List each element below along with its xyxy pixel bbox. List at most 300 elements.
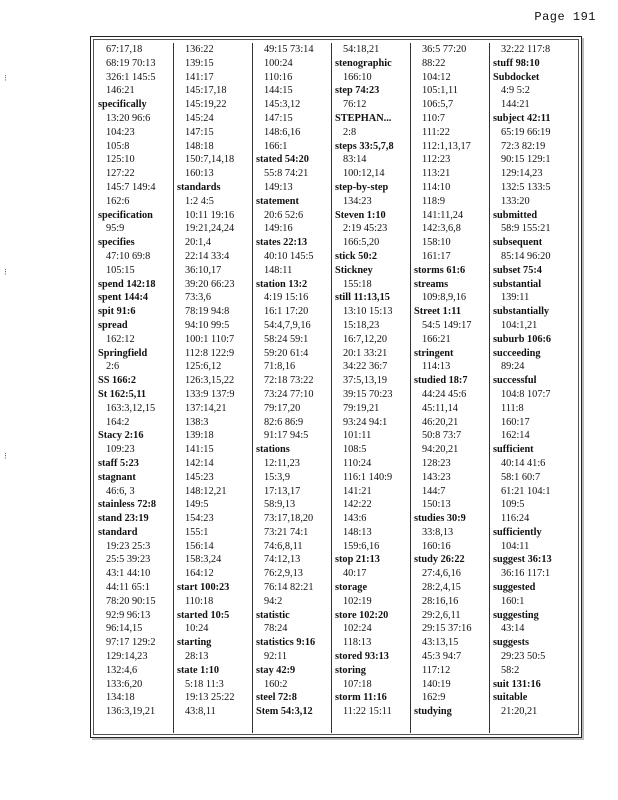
index-reference: 12:11,23 [264, 457, 300, 469]
index-reference: 85:14 96:20 [501, 250, 551, 262]
index-reference: 158:3,24 [185, 554, 222, 566]
index-reference: 145:19,22 [185, 99, 227, 111]
index-reference: 148:18 [185, 140, 214, 152]
index-reference: 49:15 73:14 [264, 44, 314, 55]
index-reference: 100:1 110:7 [185, 333, 235, 345]
index-reference: 142:14 [185, 457, 214, 469]
index-term: sufficient [493, 444, 534, 456]
index-frame [90, 36, 582, 738]
margin-mark: ⁝ [4, 74, 7, 84]
index-reference: 2:8 [343, 126, 357, 138]
index-reference: 37:5,13,19 [343, 375, 388, 387]
index-reference: 125:6,12 [185, 361, 222, 373]
index-reference: 141:17 [185, 71, 214, 83]
index-reference: 34:22 36:7 [343, 361, 388, 373]
index-reference: 79:19,21 [343, 402, 380, 414]
index-reference: 94:20,21 [422, 444, 459, 456]
index-reference: 96:14,15 [106, 623, 143, 635]
index-reference: 72:18 73:22 [264, 375, 314, 387]
index-term: storm 11:16 [335, 692, 387, 704]
index-reference: 132:5 133:5 [501, 181, 551, 193]
index-reference: 58:9,13 [264, 499, 296, 511]
index-reference: 1:2 4:5 [185, 195, 214, 207]
index-term: still 11:13,15 [335, 292, 390, 304]
index-reference: 134:18 [106, 692, 135, 704]
index-term: stringent [414, 347, 454, 359]
index-term: streams [414, 278, 449, 290]
index-term: suggested [493, 582, 536, 594]
index-reference: 61:21 104:1 [501, 485, 551, 497]
index-reference: 97:17 129:2 [106, 637, 156, 649]
index-reference: 112:23 [422, 154, 451, 166]
index-reference: 73:17,18,20 [264, 513, 314, 525]
index-term: spent 144:4 [98, 292, 149, 304]
index-reference: 43:13,15 [422, 637, 459, 649]
index-reference: 128:23 [422, 457, 451, 469]
index-reference: 58:24 59:1 [264, 333, 309, 345]
index-reference: 136:3,19,21 [106, 706, 156, 718]
index-term: standard [98, 526, 138, 538]
index-reference: 68:19 70:13 [106, 57, 156, 69]
index-reference: 149:5 [185, 499, 209, 511]
index-reference: 160:17 [501, 416, 530, 428]
index-reference: 10:24 [185, 623, 209, 635]
index-reference: 36:5 77:20 [422, 44, 467, 55]
index-reference: 19:13 25:22 [185, 692, 235, 704]
index-reference: 108:5 [343, 444, 367, 456]
index-term: St 162:5,11 [98, 388, 147, 400]
index-reference: 13:20 96:6 [106, 112, 151, 124]
index-reference: 144:21 [501, 99, 530, 111]
index-term: suggest 36:13 [493, 554, 552, 566]
index-reference: 2:19 45:23 [343, 223, 388, 235]
index-term: step 74:23 [335, 85, 380, 97]
index-reference: 90:15 129:1 [501, 154, 551, 166]
index-term: successful [493, 375, 537, 387]
index-reference: 73:3,6 [185, 292, 212, 304]
index-term: suitable [493, 692, 528, 704]
index-reference: 159:6,16 [343, 540, 380, 552]
index-reference: 133:6,20 [106, 678, 143, 690]
index-reference: 140:19 [422, 678, 451, 690]
index-reference: 17:13,17 [264, 485, 301, 497]
index-term: stations [256, 444, 290, 456]
index-column [95, 43, 174, 733]
index-reference: 19:23 25:3 [106, 540, 151, 552]
index-term: STEPHAN... [335, 112, 392, 124]
index-term: stop 21:13 [335, 554, 380, 566]
index-reference: 160:1 [501, 595, 525, 607]
index-reference: 32:22 117:8 [501, 44, 551, 55]
index-term: storage [335, 582, 368, 594]
index-reference: 58:2 [501, 664, 520, 676]
index-reference: 164:2 [106, 416, 130, 428]
index-reference: 2:6 [106, 361, 120, 373]
index-reference: 55:8 74:21 [264, 168, 309, 180]
index-term: spit 91:6 [98, 306, 136, 318]
index-reference: 148:13 [343, 526, 372, 538]
index-reference: 54:18,21 [343, 44, 380, 55]
index-reference: 166:1 [264, 140, 288, 152]
index-reference: 142:3,6,8 [422, 223, 461, 235]
index-reference: 160:16 [422, 540, 451, 552]
index-term: suit 131:16 [493, 678, 541, 690]
index-reference: 166:5,20 [343, 237, 380, 249]
margin-mark: ⁝ [4, 452, 7, 462]
index-reference: 20:6 52:6 [264, 209, 304, 221]
index-reference: 118:9 [422, 195, 446, 207]
index-term: stainless 72:8 [98, 499, 157, 511]
index-reference: 105:15 [106, 264, 135, 276]
index-reference: 149:16 [264, 223, 293, 235]
index-columns [95, 43, 577, 733]
index-term: suggests [493, 637, 530, 649]
index-reference: 83:14 [343, 154, 367, 166]
index-reference: 150:7,14,18 [185, 154, 235, 166]
index-reference: 93:24 94:1 [343, 416, 388, 428]
index-reference: 72:3 82:19 [501, 140, 546, 152]
index-reference: 125:10 [106, 154, 135, 166]
index-reference: 133:20 [501, 195, 530, 207]
index-term: state 1:10 [177, 664, 220, 676]
index-reference: 139:11 [501, 292, 530, 304]
index-reference: 114:13 [422, 361, 451, 373]
index-term: submitted [493, 209, 538, 221]
index-reference: 109:23 [106, 444, 135, 456]
index-reference: 91:17 94:5 [264, 430, 309, 442]
index-reference: 102:24 [343, 623, 372, 635]
index-reference: 163:3,12,15 [106, 402, 156, 414]
index-term: specifies [98, 237, 135, 249]
index-reference: 114:10 [422, 181, 451, 193]
index-term: studies 30:9 [414, 513, 466, 525]
index-reference: 19:21,24,24 [185, 223, 235, 235]
index-term: spend 142:18 [98, 278, 156, 290]
index-reference: 148:6,16 [264, 126, 301, 138]
index-term: statement [256, 195, 299, 207]
index-term: storms 61:6 [414, 264, 466, 276]
index-term: stored 93:13 [335, 651, 389, 663]
margin-mark: ⁝ [4, 268, 7, 278]
index-term: staff 5:23 [98, 457, 139, 469]
index-reference: 162:14 [501, 430, 530, 442]
index-reference: 73:21 74:1 [264, 526, 309, 538]
index-term: succeeding [493, 347, 541, 359]
index-term: suggesting [493, 609, 539, 621]
index-reference: 145:3,12 [264, 99, 301, 111]
index-reference: 29:15 37:16 [422, 623, 472, 635]
index-term: subset 75:4 [493, 264, 542, 276]
index-reference: 11:22 15:11 [343, 706, 392, 718]
index-reference: 137:14,21 [185, 402, 227, 414]
index-reference: 59:20 61:4 [264, 347, 309, 359]
index-reference: 143:6 [343, 513, 367, 525]
index-reference: 20:1 33:21 [343, 347, 388, 359]
index-reference: 161:17 [422, 250, 451, 262]
index-reference: 146:21 [106, 85, 135, 97]
index-reference: 65:19 66:19 [501, 126, 551, 138]
index-reference: 40:14 41:6 [501, 457, 546, 469]
index-reference: 21:20,21 [501, 706, 538, 718]
index-reference: 112:1,13,17 [422, 140, 471, 152]
index-reference: 160:13 [185, 168, 214, 180]
index-reference: 104:11 [501, 540, 530, 552]
index-term: statistics 9:16 [256, 637, 316, 649]
index-reference: 139:15 [185, 57, 214, 69]
index-reference: 95:9 [106, 223, 125, 235]
index-term: stenographic [335, 57, 392, 69]
index-reference: 109:8,9,16 [422, 292, 467, 304]
index-reference: 78:20 90:15 [106, 595, 156, 607]
index-reference: 138:3 [185, 416, 209, 428]
index-term: substantial [493, 278, 542, 290]
index-term: spread [98, 319, 128, 331]
index-term: Stacy 2:16 [98, 430, 144, 442]
index-reference: 113:21 [422, 168, 451, 180]
index-reference: 144:15 [264, 85, 293, 97]
index-term: studied 18:7 [414, 375, 468, 387]
index-reference: 147:15 [264, 112, 293, 124]
index-reference: 110:18 [185, 595, 214, 607]
page-number: Page 191 [534, 10, 596, 24]
index-reference: 92:9 96:13 [106, 609, 151, 621]
index-reference: 29:23 50:5 [501, 651, 546, 663]
index-reference: 82:6 86:9 [264, 416, 304, 428]
index-reference: 28:2,4,15 [422, 582, 461, 594]
index-reference: 141:11,24 [422, 209, 464, 221]
index-term: stated 54:20 [256, 154, 309, 166]
index-reference: 145:23 [185, 471, 214, 483]
index-term: Street 1:11 [414, 306, 461, 318]
index-term: station 13:2 [256, 278, 308, 290]
index-reference: 106:5,7 [422, 99, 454, 111]
index-reference: 29:2,6,11 [422, 609, 461, 621]
index-reference: 71:8,16 [264, 361, 296, 373]
index-reference: 110:7 [422, 112, 446, 124]
index-reference: 164:12 [185, 568, 214, 580]
index-reference: 104:12 [422, 71, 451, 83]
index-reference: 141:15 [185, 444, 214, 456]
index-reference: 58:1 60:7 [501, 471, 541, 483]
index-reference: 89:24 [501, 361, 525, 373]
index-reference: 15:3,9 [264, 471, 291, 483]
index-reference: 94:10 99:5 [185, 319, 230, 331]
index-term: Springfield [98, 347, 148, 359]
index-reference: 76:2,9,13 [264, 568, 303, 580]
index-term: store 102:20 [335, 609, 389, 621]
index-reference: 76:14 82:21 [264, 582, 314, 594]
index-reference: 100:24 [264, 57, 293, 69]
index-column [490, 43, 569, 733]
index-reference: 144:7 [422, 485, 446, 497]
index-reference: 54:4,7,9,16 [264, 319, 311, 331]
index-reference: 45:3 94:7 [422, 651, 462, 663]
index-reference: 145:24 [185, 112, 214, 124]
index-reference: 22:14 33:4 [185, 250, 230, 262]
index-term: start 100:23 [177, 582, 230, 594]
index-column [174, 43, 253, 733]
index-reference: 27:4,6,16 [422, 568, 461, 580]
index-reference: 33:8,13 [422, 526, 454, 538]
index-reference: 94:2 [264, 595, 283, 607]
index-reference: 166:21 [422, 333, 451, 345]
index-term: Steven 1:10 [335, 209, 386, 221]
index-reference: 79:17,20 [264, 402, 301, 414]
index-reference: 4:19 15:16 [264, 292, 309, 304]
index-term: subject 42:11 [493, 112, 551, 124]
index-reference: 28:16,16 [422, 595, 459, 607]
index-reference: 50:8 73:7 [422, 430, 462, 442]
index-reference: 45:11,14 [422, 402, 458, 414]
index-reference: 154:23 [185, 513, 214, 525]
index-reference: 36:16 117:1 [501, 568, 551, 580]
index-column [411, 43, 490, 733]
index-reference: 73:24 77:10 [264, 388, 314, 400]
index-reference: 39:20 66:23 [185, 278, 235, 290]
index-term: Subdocket [493, 71, 540, 83]
index-term: standards [177, 181, 221, 193]
index-column [332, 43, 411, 733]
index-reference: 132:4,6 [106, 664, 138, 676]
index-reference: 10:11 19:16 [185, 209, 235, 221]
index-term: Stickney [335, 264, 373, 276]
index-reference: 54:5 149:17 [422, 319, 472, 331]
index-reference: 104:8 107:7 [501, 388, 551, 400]
index-reference: 149:13 [264, 181, 293, 193]
index-term: SS 166:2 [98, 375, 137, 387]
index-column [253, 43, 332, 733]
index-reference: 110:16 [264, 71, 293, 83]
index-reference: 100:12,14 [343, 168, 385, 180]
index-reference: 43:1 44:10 [106, 568, 151, 580]
index-reference: 105:8 [106, 140, 130, 152]
index-reference: 150:13 [422, 499, 451, 511]
index-term: specifically [98, 99, 147, 111]
index-reference: 136:22 [185, 44, 214, 55]
index-reference: 13:10 15:13 [343, 306, 393, 318]
index-reference: 67:17,18 [106, 44, 143, 55]
index-term: storing [335, 664, 366, 676]
index-reference: 4:9 5:2 [501, 85, 530, 97]
index-reference: 20:1,4 [185, 237, 212, 249]
index-reference: 74:6,8,11 [264, 540, 303, 552]
index-term: study 26:22 [414, 554, 465, 566]
index-reference: 46:20,21 [422, 416, 459, 428]
index-reference: 156:14 [185, 540, 214, 552]
index-reference: 44:11 65:1 [106, 582, 150, 594]
index-reference: 148:11 [264, 264, 293, 276]
index-term: stay 42:9 [256, 664, 296, 676]
index-reference: 142:22 [343, 499, 372, 511]
index-reference: 127:22 [106, 168, 135, 180]
index-reference: 126:3,15,22 [185, 375, 235, 387]
index-reference: 155:18 [343, 278, 372, 290]
index-term: statistic [256, 609, 290, 621]
index-reference: 104:23 [106, 126, 135, 138]
index-reference: 133:9 137:9 [185, 388, 235, 400]
index-term: step-by-step [335, 181, 389, 193]
index-term: studying [414, 706, 452, 718]
index-term: states 22:13 [256, 237, 308, 249]
index-reference: 118:13 [343, 637, 372, 649]
index-reference: 88:22 [422, 57, 446, 69]
index-term: stick 50:2 [335, 250, 378, 262]
index-reference: 162:12 [106, 333, 135, 345]
index-term: specification [98, 209, 153, 221]
index-reference: 109:5 [501, 499, 525, 511]
index-reference: 145:17,18 [185, 85, 227, 97]
index-reference: 116:1 140:9 [343, 471, 393, 483]
index-reference: 15:18,23 [343, 319, 380, 331]
index-reference: 74:12,13 [264, 554, 301, 566]
index-reference: 36:10,17 [185, 264, 222, 276]
index-reference: 5:18 11:3 [185, 678, 224, 690]
index-reference: 129:14,23 [106, 651, 148, 663]
index-term: steps 33:5,7,8 [335, 140, 394, 152]
index-reference: 139:18 [185, 430, 214, 442]
index-term: stagnant [98, 471, 136, 483]
index-reference: 107:18 [343, 678, 372, 690]
index-term: starting [177, 637, 212, 649]
index-reference: 116:24 [501, 513, 530, 525]
index-reference: 117:12 [422, 664, 451, 676]
index-reference: 104:1,21 [501, 319, 538, 331]
index-reference: 162:9 [422, 692, 446, 704]
index-term: stand 23:19 [98, 513, 149, 525]
index-reference: 43:14 [501, 623, 525, 635]
index-reference: 16:1 17:20 [264, 306, 309, 318]
index-reference: 143:23 [422, 471, 451, 483]
index-reference: 110:24 [343, 457, 372, 469]
index-reference: 112:8 122:9 [185, 347, 235, 359]
index-reference: 160:2 [264, 678, 288, 690]
index-reference: 43:8,11 [185, 706, 216, 718]
index-reference: 102:19 [343, 595, 372, 607]
index-reference: 147:15 [185, 126, 214, 138]
index-reference: 16:7,12,20 [343, 333, 388, 345]
index-term: suburb 106:6 [493, 333, 552, 345]
index-reference: 166:10 [343, 71, 372, 83]
index-term: stuff 98:10 [493, 57, 540, 69]
index-term: sufficiently [493, 526, 542, 538]
index-reference: 47:10 69:8 [106, 250, 151, 262]
index-term: Stem 54:3,12 [256, 706, 313, 718]
index-reference: 162:6 [106, 195, 130, 207]
index-reference: 148:12,21 [185, 485, 227, 497]
index-term: started 10:5 [177, 609, 230, 621]
index-reference: 76:12 [343, 99, 367, 111]
index-reference: 92:11 [264, 651, 288, 663]
index-reference: 134:23 [343, 195, 372, 207]
index-term: substantially [493, 306, 550, 318]
index-reference: 78:24 [264, 623, 288, 635]
index-term: steel 72:8 [256, 692, 297, 704]
index-reference: 58:9 155:21 [501, 223, 551, 235]
index-reference: 78:19 94:8 [185, 306, 230, 318]
index-reference: 326:1 145:5 [106, 71, 156, 83]
index-reference: 39:15 70:23 [343, 388, 393, 400]
index-reference: 155:1 [185, 526, 209, 538]
index-reference: 111:22 [422, 126, 450, 138]
index-reference: 105:1,11 [422, 85, 458, 97]
index-reference: 111:8 [501, 402, 524, 414]
index-reference: 46:6, 3 [106, 485, 135, 497]
index-reference: 40:17 [343, 568, 367, 580]
index-reference: 25:5 39:23 [106, 554, 151, 566]
index-reference: 40:10 145:5 [264, 250, 314, 262]
index-reference: 129:14,23 [501, 168, 543, 180]
index-reference: 28:13 [185, 651, 209, 663]
